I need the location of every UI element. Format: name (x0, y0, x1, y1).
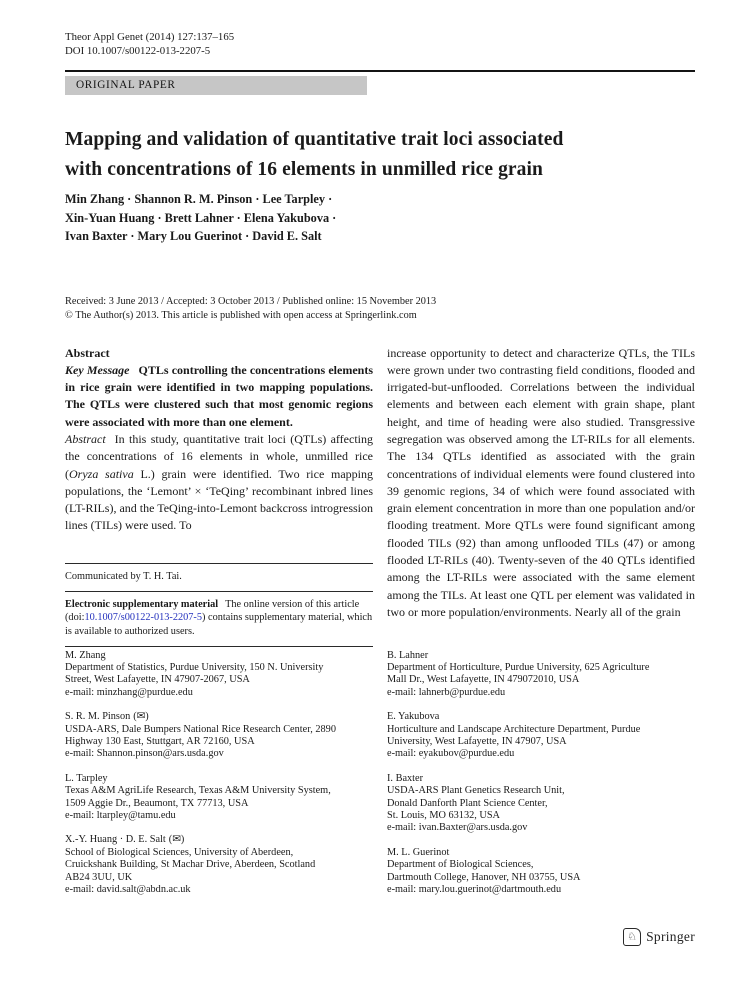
affiliation-line: Highway 130 East, Stuttgart, AR 72160, USA (65, 735, 255, 747)
abstract-text: In this study, quantitative trait loci (QTLs) affecting the concentrations of 16 elements in whole, unmilled rice ( (65, 431, 373, 481)
key-message-label: Key Message (65, 362, 130, 377)
affiliation-line: AB24 3UU, UK (65, 871, 133, 883)
affiliation-line: e-mail: mary.lou.guerinot@dartmouth.edu (387, 884, 562, 895)
journal-citation: Theor Appl Genet (2014) 127:137–165 (65, 31, 235, 43)
affiliation-line: e-mail: ltarpley@tamu.edu (65, 809, 176, 821)
affiliation-line: St. Louis, MO 63132, USA (387, 809, 500, 821)
author-line: Xin-Yuan Huang · Brett Lahner · Elena Yakubova · (65, 210, 337, 225)
abstract-text: L.) grain were identified. Two rice mapping populations, the ‘Lemont’ × ‘TeQing’ recombinant inbred lines (LT-RILs), and the TeQing-into-Lemont backcross introgression lines (TILs) were used. To (65, 466, 374, 533)
envelope-icon: (✉) (133, 711, 149, 723)
affiliation-block (65, 834, 373, 896)
envelope-icon: (✉) (168, 834, 185, 846)
affiliation-block (387, 650, 695, 700)
affiliation-line: e-mail: minzhang@purdue.edu (65, 686, 193, 698)
doi-line: DOI 10.1007/s00122-013-2207-5 (65, 45, 211, 57)
affiliation-line: e-mail: ivan.Baxter@ars.usda.gov (387, 822, 528, 834)
affiliation-line: 1509 Aggie Dr., Beaumont, TX 77713, USA (65, 797, 249, 809)
footnote-rule (65, 591, 373, 592)
article-category-strip: ORIGINAL PAPER (65, 76, 367, 95)
abstract-label: Abstract (65, 431, 106, 446)
publisher-logo (623, 928, 695, 946)
affiliation-block (387, 847, 695, 897)
affiliation-columns (65, 650, 695, 909)
abstract-section (65, 345, 373, 535)
title-line-2: with concentrations of 16 elements in unmilled rice grain (65, 159, 543, 180)
affiliation-line: Mall Dr., West Lafayette, IN 479072010, USA (387, 674, 580, 686)
left-column (65, 345, 373, 647)
affiliation-block (387, 711, 695, 761)
author-list (65, 190, 695, 246)
page-title (65, 125, 695, 185)
communicated-by-note: Communicated by T. H. Tai. (65, 571, 182, 583)
affiliation-name: I. Baxter (387, 772, 424, 784)
esm-text: The online version of this article (doi: (65, 598, 360, 624)
affiliation-line: Horticulture and Landscape Architecture Department, Purdue (387, 723, 641, 735)
affiliation-name: M. L. Guerinot (387, 846, 450, 858)
footnote-rule (65, 563, 373, 564)
affiliation-block (65, 650, 373, 700)
affiliation-name: X.-Y. Huang · D. E. Salt (✉) (65, 834, 185, 846)
author-line: Min Zhang · Shannon R. M. Pinson · Lee Tarpley · (65, 192, 333, 206)
affiliation-line: Department of Horticulture, Purdue University, 625 Agriculture (387, 661, 650, 673)
abstract-columns (65, 345, 695, 647)
page-content (65, 0, 695, 908)
key-message-text: QTLs controlling the concentrations elements in rice grain were identified in two mapping populations. The QTLs were clustered such that most genomic regions were associated with more than one element. (65, 362, 373, 429)
affiliation-line: Department of Biological Sciences, (387, 859, 534, 871)
journal-reference (65, 30, 695, 58)
publisher-name: Springer (646, 929, 695, 944)
footnote-block (65, 563, 373, 646)
abstract-paragraph-left (65, 431, 373, 535)
affiliation-name: B. Lahner (387, 649, 429, 661)
affiliation-line: e-mail: lahnerb@purdue.edu (387, 686, 506, 698)
doi-link[interactable]: 10.1007/s00122-013-2207-5 (84, 612, 203, 624)
supplementary-material-note (65, 598, 373, 639)
key-message-paragraph (65, 362, 373, 431)
author-line: Ivan Baxter · Mary Lou Guerinot · David E. Salt (65, 229, 322, 243)
header-rule (65, 70, 695, 72)
affiliation-name: E. Yakubova (387, 711, 440, 723)
footnote-rule (65, 646, 373, 647)
affiliation-line: Department of Statistics, Purdue University, 150 N. University (65, 661, 324, 673)
affiliation-block (65, 773, 373, 823)
publication-dates (65, 295, 695, 324)
affiliation-name: M. Zhang (65, 649, 106, 661)
affiliation-block (65, 711, 373, 761)
affiliation-line: e-mail: eyakubov@purdue.edu (387, 748, 515, 760)
affiliation-name: L. Tarpley (65, 772, 108, 784)
esm-text: ) contains supplementary material, which is available to authorized users. (65, 612, 373, 637)
affiliation-line: School of Biological Sciences, University of Aberdeen, (65, 846, 294, 858)
copyright-line: © The Author(s) 2013. This article is published with open access at Springerlink.com (65, 310, 417, 321)
affiliation-line: Donald Danforth Plant Science Center, (387, 797, 548, 809)
affiliation-line: Dartmouth College, Hanover, NH 03755, USA (387, 871, 581, 883)
affiliations-left (65, 650, 373, 909)
affiliation-line: Texas A&M AgriLife Research, Texas A&M University System, (65, 785, 331, 797)
species-name: Oryza sativa (69, 466, 134, 481)
affiliation-line: e-mail: Shannon.pinson@ars.usda.gov (65, 748, 224, 760)
affiliations-right (387, 650, 695, 909)
affiliation-line: University, West Lafayette, IN 47907, USA (387, 735, 567, 747)
title-line-1: Mapping and validation of quantitative trait loci associated (65, 129, 564, 150)
received-accepted-line: Received: 3 June 2013 / Accepted: 3 October 2013 / Published online: 15 November 2013 (65, 295, 437, 307)
affiliation-line: USDA-ARS Plant Genetics Research Unit, (387, 785, 565, 797)
affiliation-line: USDA-ARS, Dale Bumpers National Rice Research Center, 2890 (65, 723, 336, 735)
affiliation-name: S. R. M. Pinson (✉) (65, 711, 149, 723)
affiliation-line: Cruickshank Building, St Machar Drive, Aberdeen, Scotland (65, 859, 316, 871)
esm-label: Electronic supplementary material (65, 598, 219, 610)
abstract-heading: Abstract (65, 345, 110, 360)
affiliation-line: Street, West Lafayette, IN 47907-2067, USA (65, 674, 250, 686)
affiliation-block (387, 773, 695, 835)
right-column (387, 345, 695, 647)
springer-knight-icon: ♘ (623, 928, 641, 946)
affiliation-line: e-mail: david.salt@abdn.ac.uk (65, 884, 191, 895)
abstract-paragraph-right: increase opportunity to detect and characterize QTLs, the TILs were grown under two contrasting field conditions, flooded and irrigated-but-unflooded. Correlations between the individual elements and between each element with grain shape, plant height, and time of heading were also studied. Transgressive segregation was observed among the LT-RILs for all elements. The 134 QTLs identified as associated with the grain concentrations of individual elements were found clustered into 39 genomic regions, 34 of which were found associated with grain element concentration in more than one population and/or flooding treatment. More QTLs were found significant among flooded TILs (92) than among unflooded TILs (47) or among flooded LT-RILs (40). Twenty-seven of the 40 QTLs identified among the LT-RILs were associated with the same element among the TILs. At least one QTL per element was validated in two or more population/environments. Nearly all of the grain (387, 345, 695, 619)
